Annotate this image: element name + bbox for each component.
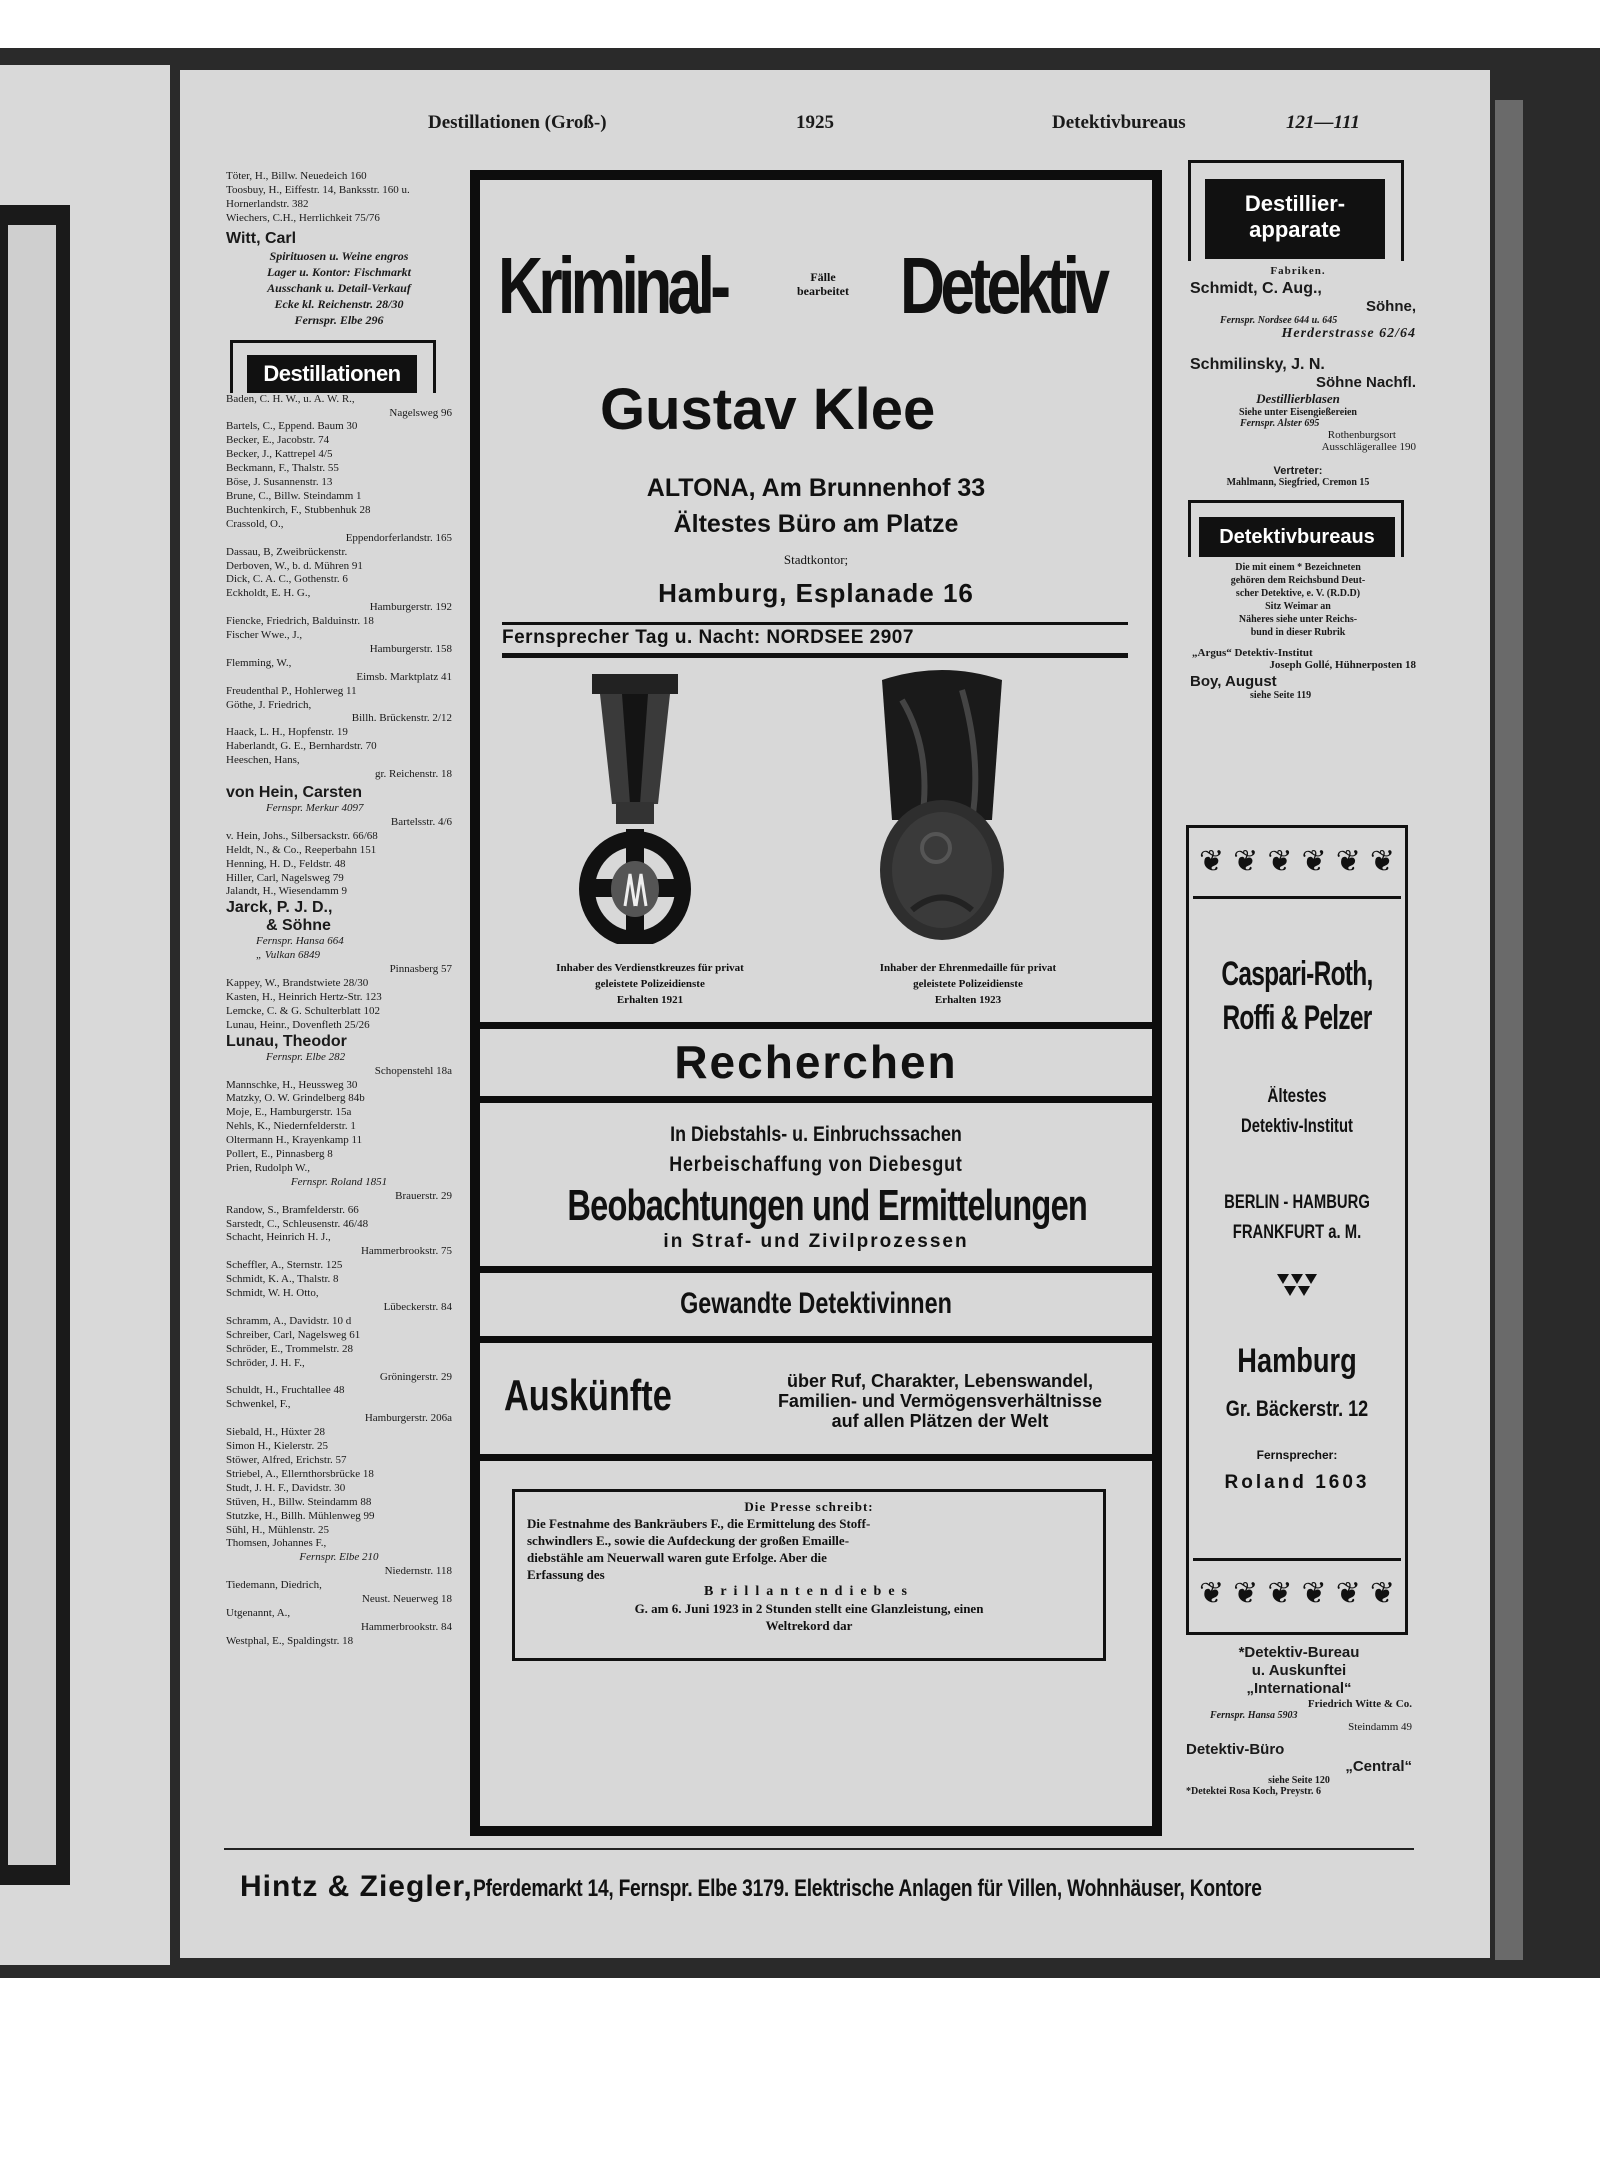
header-year: 1925 bbox=[796, 112, 834, 133]
lunau-address: Schopenstehl 18a bbox=[374, 1064, 452, 1077]
tulip-icon: ❦ bbox=[1301, 1577, 1327, 1610]
ehrenmedaille bbox=[872, 670, 1012, 950]
intl-line: u. Auskunftei bbox=[1251, 1662, 1347, 1679]
entry-list bbox=[226, 830, 452, 900]
list-item: Stüven, H., Billw. Steindamm 88 bbox=[226, 1495, 372, 1508]
presse-line: schwindlers E., sowie die Aufdeckung der großen Emaille- bbox=[527, 1533, 850, 1548]
auskuenfte-section bbox=[480, 1336, 1152, 1454]
intl-line: *Detektiv-Bureau bbox=[1238, 1644, 1360, 1661]
list-item: Tiedemann, Diedrich, bbox=[226, 1579, 322, 1592]
tulip-icon: ❦ bbox=[1301, 845, 1327, 878]
lunau-listing bbox=[226, 1033, 452, 1079]
list-item: Hamburgerstr. 192 bbox=[369, 601, 452, 614]
prozesse-line: in Straf- und Zivilprozessen bbox=[663, 1231, 969, 1252]
schmidt-phone: Fernspr. Nordsee 644 u. 645 bbox=[1220, 315, 1338, 326]
tulip-icon: ❦ bbox=[1369, 1577, 1395, 1610]
schmilinsky-district: Rothenburgsort bbox=[1327, 429, 1396, 441]
caspari-line: Caspari-Roth, bbox=[1221, 955, 1373, 993]
list-item: Hamburgerstr. 158 bbox=[369, 642, 452, 655]
rdd-line: Die mit einem * Bezeichneten bbox=[1235, 562, 1361, 573]
rdd-line: bund in dieser Rubrik bbox=[1250, 627, 1346, 638]
list-item: Dassau, B, Zweibrückenstr. bbox=[226, 545, 348, 558]
hein-phone: Fernspr. Merkur 4097 bbox=[266, 802, 364, 814]
witte-entry: Friedrich Witte & Co. bbox=[1307, 1698, 1412, 1710]
diebesgut-line: Herbeischaffung von Diebesgut bbox=[669, 1153, 963, 1176]
tulip-icon: ❦ bbox=[1369, 845, 1395, 878]
tulip-icon: ❦ bbox=[1335, 1577, 1361, 1610]
jarck-phone2: „ Vulkan 6849 bbox=[256, 949, 320, 962]
list-item: Hammerbrookstr. 75 bbox=[360, 1245, 452, 1258]
schmidt-address: Herderstrasse 62/64 bbox=[1281, 326, 1416, 341]
list-item: Fernspr. Roland 1851 bbox=[290, 1175, 388, 1188]
boy-siehe: siehe Seite 119 bbox=[1250, 690, 1312, 701]
page-number: 121—111 bbox=[1286, 112, 1360, 133]
presse-line: diebstähle am Neuerwall waren gute Erfolge. Aber die bbox=[527, 1550, 827, 1565]
witte-address: Steindamm 49 bbox=[1348, 1721, 1412, 1733]
central-name: Detektiv-Büro bbox=[1186, 1741, 1285, 1758]
central-siehe: siehe Seite 120 bbox=[1268, 1775, 1330, 1786]
list-item: Nehls, K., Niedernfelderstr. 1 bbox=[226, 1120, 356, 1133]
list-item: Schmidt, K. A., Thalstr. 8 bbox=[226, 1273, 339, 1286]
altona-address: ALTONA, Am Brunnenhof 33 bbox=[646, 474, 986, 502]
list-item: Simon H., Kielerstr. 25 bbox=[226, 1440, 329, 1453]
tulip-icon: ❦ bbox=[1267, 1577, 1293, 1610]
list-item: Jalandt, H., Wiesendamm 9 bbox=[226, 885, 347, 898]
golle-entry: Joseph Gollé, Hühnerposten 18 bbox=[1269, 659, 1416, 671]
hein-address: Bartelsstr. 4/6 bbox=[390, 815, 452, 828]
schmidt-soehne: Söhne, bbox=[1365, 298, 1416, 315]
witte-phone: Fernspr. Hansa 5903 bbox=[1210, 1710, 1298, 1721]
witt-line: Lager u. Kontor: Fischmarkt bbox=[266, 264, 412, 279]
list-item: Göthe, J. Friedrich, bbox=[226, 698, 312, 711]
list-item: Buchtenkirch, F., Stubbenhuk 28 bbox=[226, 503, 371, 516]
kriminal-title: Kriminal- bbox=[498, 241, 727, 330]
list-item: Thomsen, Johannes F., bbox=[226, 1537, 327, 1550]
hein-listing bbox=[226, 784, 452, 830]
list-item: Henning, H. D., Feldstr. 48 bbox=[226, 857, 346, 870]
witt-listing bbox=[226, 230, 452, 328]
list-item: Hammerbrookstr. 84 bbox=[360, 1620, 452, 1633]
baeckerstr-address: Gr. Bäckerstr. 12 bbox=[1225, 1396, 1369, 1421]
entry-list bbox=[226, 1079, 452, 1649]
triangle-ornament-icon bbox=[1277, 1274, 1317, 1298]
list-item: Haack, L. H., Hopfenstr. 19 bbox=[226, 726, 348, 739]
header-left: Destillationen (Groß-) bbox=[428, 112, 607, 133]
list-item: Dick, C. A. C., Gothenstr. 6 bbox=[226, 573, 348, 586]
list-item: Schmidt, W. H. Otto, bbox=[226, 1287, 319, 1300]
presse-line: Die Festnahme des Bankräubers F., die Ermittelung des Stoff- bbox=[527, 1516, 871, 1531]
stadtkontor: Stadtkontor; bbox=[783, 552, 849, 567]
list-item: Haberlandt, G. E., Bernhardstr. 70 bbox=[226, 740, 377, 753]
schmilinsky-soehne: Söhne Nachfl. bbox=[1315, 374, 1416, 391]
auskuenfte-text bbox=[730, 1371, 1150, 1431]
list-item: Utgenannt, A., bbox=[226, 1606, 291, 1619]
list-item: Sühl, H., Mühlenstr. 25 bbox=[226, 1523, 329, 1536]
list-item: Toosbuy, H., Eiffestr. 14, Banksstr. 160 u. Hornerlandstr. 382 bbox=[226, 183, 410, 210]
list-item: Heldt, N., & Co., Reeperbahn 151 bbox=[226, 843, 377, 856]
recherchen-title: Recherchen bbox=[674, 1036, 958, 1088]
diebstahl-line: In Diebstahls- u. Einbruchssachen bbox=[670, 1123, 962, 1146]
caspari-advertisement bbox=[1186, 825, 1408, 1635]
auskuenfte-title: Auskünfte bbox=[504, 1371, 672, 1420]
page-edge-right bbox=[1495, 100, 1523, 1960]
lunau-name: Lunau, Theodor bbox=[226, 1032, 347, 1050]
list-item: Schwenkel, F., bbox=[226, 1398, 291, 1411]
list-item: Brauerstr. 29 bbox=[395, 1189, 452, 1202]
left-column bbox=[226, 170, 452, 1649]
list-item: Billh. Brückenstr. 2/12 bbox=[351, 712, 452, 725]
list-item: Kappey, W., Brandstwiete 28/30 bbox=[226, 977, 369, 990]
city-line: FRANKFURT a. M. bbox=[1232, 1222, 1362, 1243]
list-item: Wiechers, C.H., Herrlichkeit 75/76 bbox=[226, 211, 380, 224]
witt-line: Spirituosen u. Weine engros bbox=[269, 248, 409, 263]
list-item: Lübeckerstr. 84 bbox=[383, 1301, 452, 1313]
jarck-address: Pinnasberg 57 bbox=[389, 963, 452, 976]
caption-line: geleistete Polizeidienste bbox=[913, 978, 1023, 990]
jarck-name: Jarck, P. J. D., bbox=[226, 899, 333, 917]
schmilinsky-name: Schmilinsky, J. N. bbox=[1190, 356, 1325, 373]
list-item: Moje, E., Hamburgerstr. 15a bbox=[226, 1106, 352, 1119]
list-item: Böse, J. Susannenstr. 13 bbox=[226, 476, 333, 489]
caption-line: Inhaber der Ehrenmedaille für privat bbox=[879, 962, 1057, 974]
hamburg-address: Hamburg, Esplanade 16 bbox=[658, 578, 974, 608]
list-item: Fiencke, Friedrich, Balduinstr. 18 bbox=[226, 615, 374, 628]
list-item: Becker, E., Jacobstr. 74 bbox=[226, 434, 330, 447]
beobachtungen-title: Beobachtungen und Ermittelungen bbox=[567, 1181, 1088, 1230]
detektivbureaus-heading bbox=[1188, 500, 1404, 557]
list-item: Westphal, E., Spaldingstr. 18 bbox=[226, 1634, 354, 1647]
auskuenfte-line: auf allen Plätzen der Welt bbox=[831, 1411, 1049, 1431]
section-heading-box bbox=[230, 340, 436, 393]
entry-list bbox=[226, 393, 452, 782]
list-item: Fernspr. Elbe 210 bbox=[299, 1551, 379, 1564]
witt-line: Ecke kl. Reichenstr. 28/30 bbox=[274, 296, 404, 311]
list-item: Eimsb. Marktplatz 41 bbox=[356, 670, 452, 683]
caspari-title bbox=[1219, 952, 1375, 1040]
list-item: Pollert, E., Pinnasberg 8 bbox=[226, 1148, 333, 1161]
rdd-line: Sitz Weimar an bbox=[1265, 601, 1331, 612]
roland-phone: Roland 1603 bbox=[1224, 1472, 1370, 1493]
right-column-bottom bbox=[1186, 1644, 1412, 1797]
rdd-note bbox=[1180, 561, 1416, 639]
list-item: Hamburgerstr. 206a bbox=[364, 1412, 452, 1425]
auskuenfte-line: über Ruf, Charakter, Lebenswandel, bbox=[786, 1371, 1094, 1391]
list-item: Crassold, O., bbox=[226, 517, 284, 530]
section-title: Destillationen bbox=[247, 355, 417, 393]
detektivinnen-section bbox=[480, 1266, 1152, 1336]
argus-entry: „Argus“ Detektiv-Institut bbox=[1192, 647, 1313, 659]
entry-list bbox=[226, 977, 452, 1033]
caspari-line: Roffi & Pelzer bbox=[1222, 999, 1372, 1037]
list-item: Schuldt, H., Fruchtallee 48 bbox=[226, 1384, 345, 1397]
schmilinsky-address: Ausschlägerallee 190 bbox=[1321, 441, 1416, 453]
fernsprecher-label: Fernsprecher: bbox=[1256, 1448, 1338, 1462]
tulip-icon: ❦ bbox=[1267, 845, 1293, 878]
medal2-caption bbox=[818, 960, 1118, 1008]
list-item: Schreiber, Carl, Nagelsweg 61 bbox=[226, 1328, 361, 1341]
hamburg-title: Hamburg bbox=[1237, 1342, 1357, 1380]
list-item: Gröningerstr. 29 bbox=[379, 1370, 452, 1383]
presse-line: Erfassung des bbox=[527, 1567, 605, 1582]
right-column bbox=[1180, 160, 1416, 701]
mahlmann-entry: Mahlmann, Siegfried, Cremon 15 bbox=[1226, 477, 1370, 488]
caption-line: Erhalten 1921 bbox=[616, 994, 684, 1006]
top-entries bbox=[226, 170, 452, 226]
list-item: Fischer Wwe., J., bbox=[226, 629, 303, 642]
auskuenfte-line: Familien- und Vermögensverhältnisse bbox=[777, 1391, 1103, 1411]
hein-name: von Hein, Carsten bbox=[226, 784, 363, 801]
list-item: gr. Reichenstr. 18 bbox=[375, 768, 452, 781]
recherchen-section bbox=[480, 1022, 1152, 1096]
list-item: Derboven, W., b. d. Mühren 91 bbox=[226, 559, 363, 572]
vertreter-label: Vertreter: bbox=[1273, 465, 1323, 477]
list-item: Stutzke, H., Billh. Mühlenweg 99 bbox=[226, 1509, 375, 1522]
witt-name: Witt, Carl bbox=[226, 229, 297, 247]
list-item: Matzky, O. W. Grindelberg 84b bbox=[226, 1092, 365, 1105]
list-item: v. Hein, Johs., Silbersackstr. 66/68 bbox=[226, 829, 378, 842]
destillierblasen: Destillierblasen bbox=[1256, 391, 1340, 406]
list-item: Hiller, Carl, Nagelsweg 79 bbox=[226, 871, 344, 884]
list-item: Flemming, W., bbox=[226, 656, 292, 669]
list-item: Töter, H., Billw. Neuedeich 160 bbox=[226, 170, 367, 182]
destillierapparate-title: Destillier-apparate bbox=[1205, 179, 1385, 259]
list-item: Neust. Neuerweg 18 bbox=[361, 1593, 452, 1606]
institut-label: Detektiv-Institut bbox=[1240, 1116, 1353, 1137]
list-item: Freudenthal P., Hohlerweg 11 bbox=[226, 684, 357, 697]
tulip-border-top bbox=[1199, 836, 1395, 888]
jarck-name2: & Söhne bbox=[266, 917, 331, 935]
list-item: Nagelsweg 96 bbox=[389, 406, 452, 419]
faelle-note: Fälle bearbeitet bbox=[797, 270, 849, 298]
list-item: Sarstedt, C., Schleusenstr. 46/48 bbox=[226, 1217, 369, 1230]
tulip-icon: ❦ bbox=[1233, 1577, 1259, 1610]
presse-title: Die Presse schreibt: bbox=[744, 1499, 874, 1514]
caption-line: geleistete Polizeidienste bbox=[595, 978, 705, 990]
tulip-icon: ❦ bbox=[1199, 845, 1225, 878]
rdd-line: Näheres siehe unter Reichs- bbox=[1238, 614, 1358, 625]
footer-rule bbox=[224, 1848, 1414, 1850]
list-item: Schröder, J. H. F., bbox=[226, 1356, 305, 1369]
jarck-listing bbox=[226, 899, 452, 977]
list-item: Brune, C., Billw. Steindamm 1 bbox=[226, 489, 362, 502]
list-item: Schröder, E., Trommelstr. 28 bbox=[226, 1342, 353, 1355]
list-item: Mannschke, H., Heussweg 30 bbox=[226, 1078, 358, 1091]
list-item: Siebald, H., Hüxter 28 bbox=[226, 1426, 325, 1439]
list-item: Eckholdt, E. H. G., bbox=[226, 587, 311, 600]
footer-text: Pferdemarkt 14, Fernspr. Elbe 3179. Elektrische Anlagen für Villen, Wohnhäuser, Kontore bbox=[472, 1875, 1262, 1902]
fabriken-label: Fabriken. bbox=[1270, 265, 1326, 277]
list-item: Schramm, A., Davidstr. 10 d bbox=[226, 1314, 352, 1327]
list-item: Striebel, A., Ellernthorsbrücke 18 bbox=[226, 1467, 374, 1480]
koch-entry: *Detektei Rosa Koch, Preystr. 6 bbox=[1186, 1786, 1321, 1797]
tulip-icon: ❦ bbox=[1335, 845, 1361, 878]
boy-name: Boy, August bbox=[1190, 673, 1277, 690]
oldest-office: Ältestes Büro am Platze bbox=[673, 510, 959, 538]
list-item: Randow, S., Bramfelderstr. 66 bbox=[226, 1203, 359, 1216]
schmilinsky-phone: Fernspr. Alster 695 bbox=[1240, 418, 1320, 429]
list-item: Prien, Rudolph W., bbox=[226, 1161, 311, 1174]
list-item: Schacht, Heinrich H. J., bbox=[226, 1231, 331, 1244]
rdd-line: scher Detektive, e. V. (R.D.D) bbox=[1235, 588, 1361, 599]
tulip-icon: ❦ bbox=[1199, 1577, 1225, 1610]
lunau-phone: Fernspr. Elbe 282 bbox=[266, 1050, 346, 1063]
list-item: Lunau, Heinr., Dovenfleth 25/26 bbox=[226, 1018, 370, 1031]
tulip-border-bottom bbox=[1199, 1568, 1395, 1620]
caption-line: Inhaber des Verdienstkreuzes für privat bbox=[556, 962, 744, 974]
previous-page-edge bbox=[0, 65, 170, 1965]
international-heading bbox=[1186, 1644, 1412, 1698]
list-item: Oltermann H., Krayenkamp 11 bbox=[226, 1134, 363, 1147]
list-item: Beckmann, F., Thalstr. 55 bbox=[226, 462, 339, 475]
presse-box bbox=[512, 1489, 1106, 1661]
witt-phone: Fernspr. Elbe 296 bbox=[294, 312, 384, 327]
klee-advertisement bbox=[470, 170, 1162, 1836]
brillanten-line: Brillantendiebes bbox=[703, 1584, 914, 1599]
list-item: Becker, J., Kattrepel 4/5 bbox=[226, 448, 333, 461]
list-item: Lemcke, C. & G. Schulterblatt 102 bbox=[226, 1004, 380, 1017]
witt-line: Ausschank u. Detail-Verkauf bbox=[267, 280, 411, 295]
verdienstkreuz-medal bbox=[570, 674, 700, 944]
hintz-ziegler-footer bbox=[240, 1870, 1400, 1904]
tulip-icon: ❦ bbox=[1233, 845, 1259, 878]
jarck-phone: Fernspr. Hansa 664 bbox=[256, 935, 344, 948]
list-item: Scheffler, A., Sternstr. 125 bbox=[226, 1259, 343, 1272]
intl-line: „International“ bbox=[1246, 1680, 1352, 1697]
list-item: Baden, C. H. W., u. A. W. R., bbox=[226, 392, 355, 405]
siehe-note: Siehe unter Eisengießereien bbox=[1239, 407, 1357, 418]
klee-name: Gustav Klee bbox=[600, 377, 936, 442]
ermittelungen-section bbox=[480, 1096, 1152, 1266]
list-item: Kasten, H., Heinrich Hertz-Str. 123 bbox=[226, 990, 382, 1003]
cities bbox=[1213, 1188, 1381, 1248]
detektivinnen-title: Gewandte Detektivinnen bbox=[680, 1287, 952, 1320]
caption-line: Erhalten 1923 bbox=[934, 994, 1002, 1006]
presse-line: G. am 6. Juni 1923 in 2 Stunden stellt eine Glanzleistung, einen bbox=[634, 1601, 984, 1616]
list-item: Bartels, C., Eppend. Baum 30 bbox=[226, 420, 358, 433]
list-item: Studt, J. H. F., Davidstr. 30 bbox=[226, 1481, 346, 1494]
city-line: BERLIN - HAMBURG bbox=[1224, 1192, 1370, 1213]
detektivbureaus-title: Detektivbureaus bbox=[1199, 517, 1395, 557]
aeltestes-label: Ältestes bbox=[1267, 1086, 1327, 1107]
presse-line: Weltrekord dar bbox=[765, 1618, 853, 1633]
medal1-caption bbox=[500, 960, 800, 1008]
list-item: Stöwer, Alfred, Erichstr. 57 bbox=[226, 1453, 347, 1466]
footer-firm: Hintz & Ziegler, bbox=[240, 1870, 473, 1903]
schmidt-name: Schmidt, C. Aug., bbox=[1190, 280, 1322, 297]
detektiv-title: Detektiv bbox=[900, 241, 1106, 330]
list-item: Heeschen, Hans, bbox=[226, 754, 300, 767]
rdd-line: gehören dem Reichsbund Deut- bbox=[1230, 575, 1366, 586]
central-name2: „Central“ bbox=[1345, 1758, 1412, 1775]
phone-line: Fernsprecher Tag u. Nacht: NORDSEE 2907 bbox=[502, 622, 1128, 658]
header-right: Detektivbureaus bbox=[1052, 112, 1186, 133]
destillierapparate-heading bbox=[1188, 160, 1404, 261]
presse-section bbox=[480, 1454, 1152, 1826]
list-item: Eppendorferlandstr. 165 bbox=[345, 531, 452, 544]
list-item: Niedernstr. 118 bbox=[384, 1565, 452, 1578]
